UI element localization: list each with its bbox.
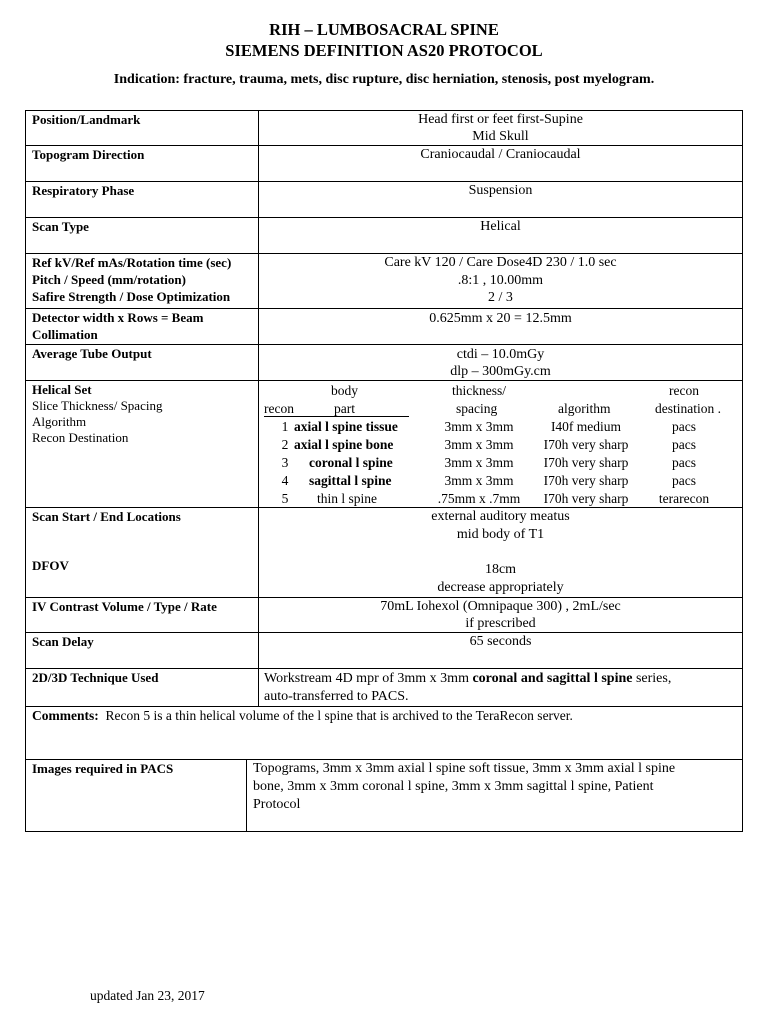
comments-label: Comments: — [32, 708, 99, 723]
topogram-direction-label: Topogram Direction — [32, 147, 145, 162]
safire-strength-label: Safire Strength / Dose Optimization — [32, 289, 231, 304]
iv-contrast-value: 70mL Iohexol (Omnipaque 300) , 2mL/sec — [380, 599, 621, 614]
document-title: RIH – LUMBOSACRAL SPINE — [269, 20, 499, 39]
dfov-value: 18cm — [484, 562, 517, 577]
collimation-label: Collimation — [32, 327, 98, 342]
technique-value: Workstream 4D mpr of 3mm x 3mm coronal and sagittal l spine series, — [264, 671, 672, 686]
position-landmark-value: Head first or feet first-Supine — [418, 112, 583, 127]
respiratory-phase-label: Respiratory Phase — [32, 183, 135, 198]
recon-thickness: 3mm x 3mm — [444, 455, 514, 470]
recon-destination: pacs — [672, 455, 696, 470]
technique-label: 2D/3D Technique Used — [32, 670, 159, 685]
scan-start-end-label: Scan Start / End Locations — [32, 509, 181, 524]
dlp-value: dlp – 300mGy.cm — [450, 364, 551, 379]
algorithm-sublabel: Algorithm — [32, 414, 87, 429]
scan-delay-value: 65 seconds — [469, 634, 532, 649]
header-recon-2: recon — [669, 383, 699, 398]
pitch-speed-value: .8:1 , 10.00mm — [457, 273, 544, 288]
recon-destination: pacs — [672, 473, 696, 488]
header-part: part — [334, 401, 355, 416]
scan-end-value: mid body of T1 — [456, 527, 545, 542]
recon-thickness: 3mm x 3mm — [444, 419, 514, 434]
dfov-label: DFOV — [32, 558, 69, 573]
recon-destination: terarecon — [658, 491, 710, 506]
scan-delay-label: Scan Delay — [32, 634, 94, 649]
indication-text: Indication: fracture, trauma, mets, disc rupture, disc herniation, stenosis, post myelogram. — [113, 72, 655, 87]
recon-number: 4 — [281, 473, 289, 488]
position-landmark-label: Position/Landmark — [32, 112, 141, 127]
ref-kv-label: Ref kV/Ref mAs/Rotation time (sec) — [32, 255, 232, 270]
respiratory-phase-value: Suspension — [468, 183, 533, 198]
dfov-note: decrease appropriately — [437, 580, 564, 595]
iv-contrast-note: if prescribed — [465, 616, 536, 631]
comments-row — [32, 707, 573, 725]
recon-algorithm: I70h very sharp — [543, 473, 629, 488]
comments-text: Recon 5 is a thin helical volume of the l spine that is archived to the TeraRecon server. — [105, 708, 573, 723]
recon-thickness: 3mm x 3mm — [444, 473, 514, 488]
ctdi-value: ctdi – 10.0mGy — [456, 347, 545, 362]
recon-destination: pacs — [672, 419, 696, 434]
recon-body-part: thin l spine — [317, 491, 377, 506]
recon-number: 3 — [281, 455, 289, 470]
recon-algorithm: I70h very sharp — [543, 437, 629, 452]
updated-date: updated Jan 23, 2017 — [90, 988, 205, 1003]
recon-algorithm: I70h very sharp — [543, 455, 629, 470]
scan-type-value: Helical — [480, 219, 521, 234]
detector-width-value: 0.625mm x 20 = 12.5mm — [429, 311, 572, 326]
scan-start-value: external auditory meatus — [431, 509, 570, 524]
document-subtitle: SIEMENS DEFINITION AS20 PROTOCOL — [225, 41, 543, 60]
helical-set-label: Helical Set — [32, 382, 92, 397]
recon-thickness: 3mm x 3mm — [444, 437, 514, 452]
header-destination: destination . — [655, 401, 721, 416]
technique-value-2: auto-transferred to PACS. — [264, 689, 409, 704]
recon-destination-sublabel: Recon Destination — [32, 430, 129, 445]
header-body: body — [331, 383, 358, 398]
images-required-label: Images required in PACS — [32, 761, 174, 776]
recon-body-part: axial l spine tissue — [294, 419, 398, 434]
pitch-speed-label: Pitch / Speed (mm/rotation) — [32, 272, 186, 287]
images-required-line-1: Topograms, 3mm x 3mm axial l spine soft tissue, 3mm x 3mm axial l spine — [253, 761, 676, 776]
safire-strength-value: 2 / 3 — [488, 290, 513, 305]
iv-contrast-label: IV Contrast Volume / Type / Rate — [32, 599, 217, 614]
header-recon: recon — [264, 401, 294, 416]
position-landmark-value-2: Mid Skull — [472, 129, 529, 144]
slice-thickness-sublabel: Slice Thickness/ Spacing — [32, 398, 163, 413]
recon-destination: pacs — [672, 437, 696, 452]
header-thickness: thickness/ — [452, 383, 506, 398]
images-required-line-2: bone, 3mm x 3mm coronal l spine, 3mm x 3mm sagittal l spine, Patient — [253, 779, 654, 794]
scan-type-label: Scan Type — [32, 219, 89, 234]
recon-body-part: sagittal l spine — [309, 473, 392, 488]
recon-body-part: coronal l spine — [309, 455, 393, 470]
topogram-direction-value: Craniocaudal / Craniocaudal — [420, 147, 581, 162]
recon-algorithm: I70h very sharp — [543, 491, 629, 506]
tube-output-label: Average Tube Output — [32, 346, 152, 361]
ref-kv-value: Care kV 120 / Care Dose4D 230 / 1.0 sec — [384, 255, 617, 270]
recon-number: 5 — [281, 491, 289, 506]
recon-number: 1 — [281, 419, 289, 434]
header-algorithm: algorithm — [558, 401, 611, 416]
detector-width-label: Detector width x Rows = Beam — [32, 310, 204, 325]
recon-algorithm: I40f medium — [550, 419, 622, 434]
header-spacing: spacing — [456, 401, 498, 416]
images-required-line-3: Protocol — [253, 797, 301, 812]
recon-body-part: axial l spine bone — [294, 437, 394, 452]
recon-thickness: .75mm x .7mm — [437, 491, 521, 506]
recon-number: 2 — [281, 437, 289, 452]
